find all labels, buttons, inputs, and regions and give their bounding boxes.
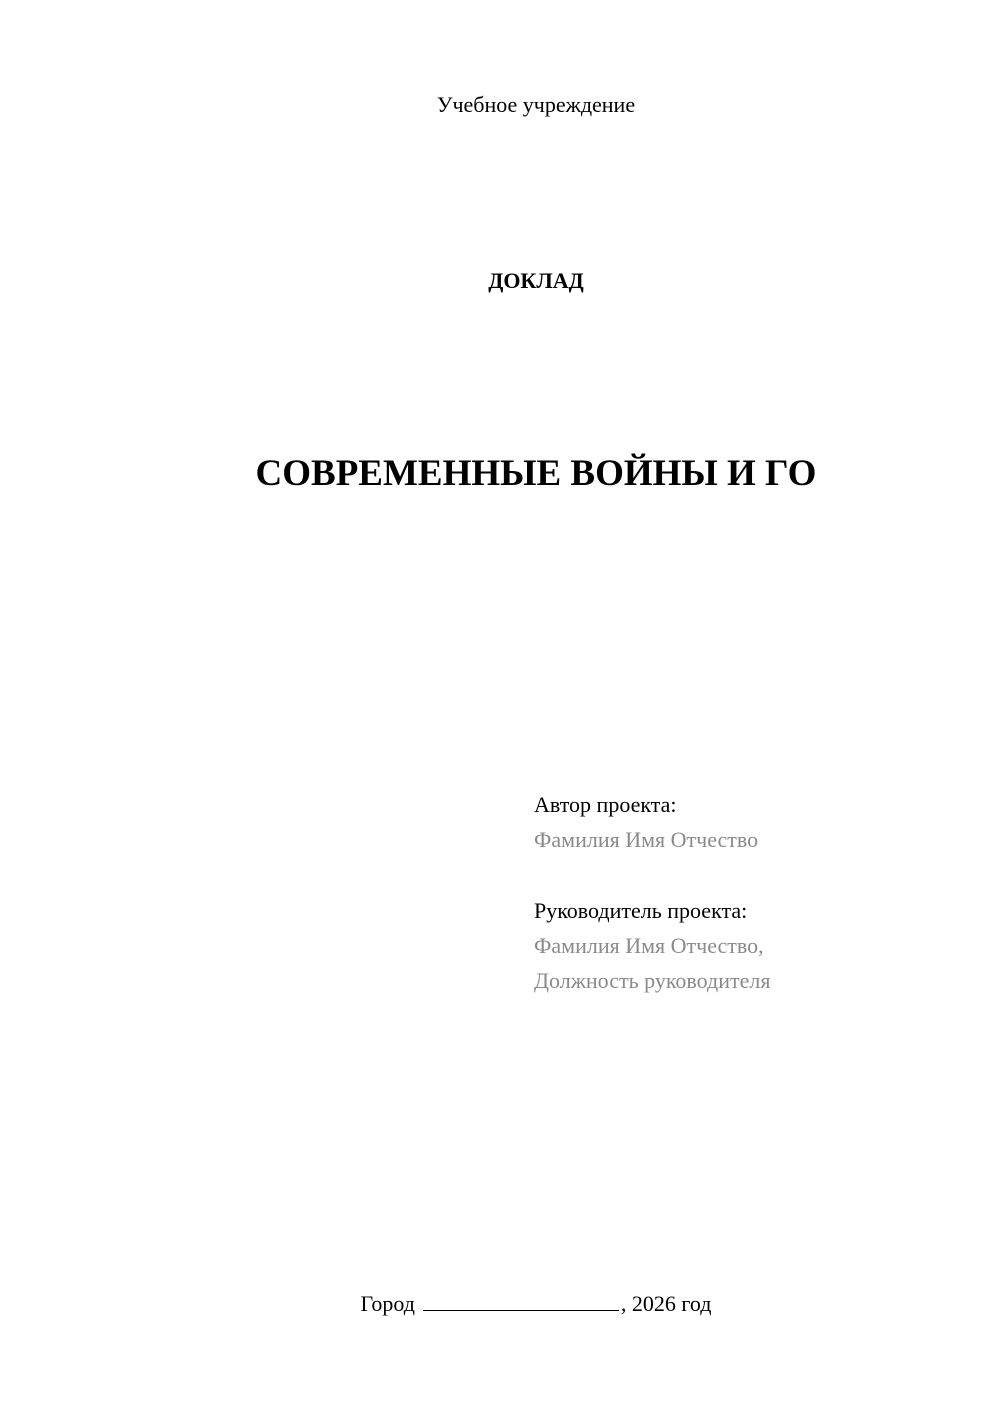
city-year-line [0,1290,1000,1318]
city-label: Город [360,1291,415,1316]
author-name: Фамилия Имя Отчество [534,827,759,852]
document-title: СОВРЕМЕННЫЕ ВОЙНЫ И ГО [255,453,817,494]
year-text: , 2026 год [620,1291,712,1316]
supervisor-position: Должность руководителя [534,968,771,993]
institution-name: Учебное учреждение [436,92,636,117]
authors-spacer [534,857,770,893]
supervisor-name: Фамилия Имя Отчество, [534,933,764,958]
author-label: Автор проекта: [534,792,677,817]
city-blank-line [423,1290,619,1311]
supervisor-label: Руководитель проекта: [534,898,748,923]
authors-block [534,787,770,998]
document-type: ДОКЛАД [488,268,584,293]
